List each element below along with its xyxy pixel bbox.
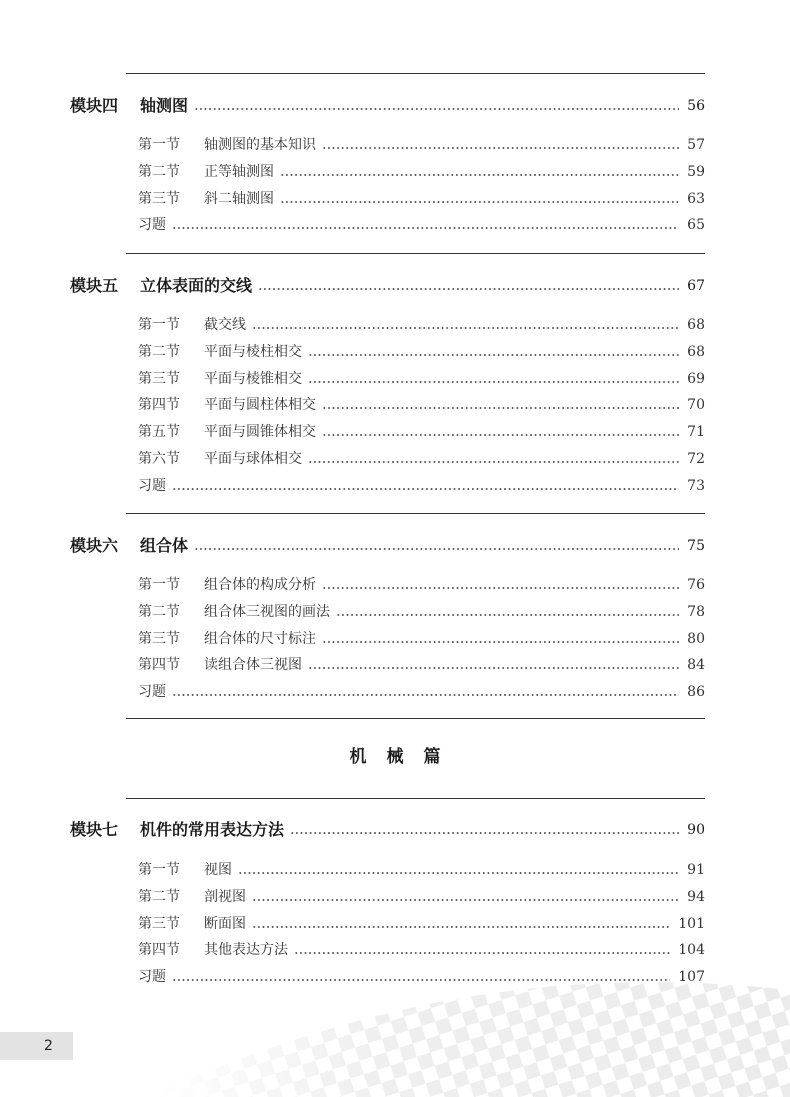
dot-leader (322, 641, 679, 643)
section-title: 习题 (138, 969, 166, 986)
section-page-number: 71 (687, 424, 705, 441)
toc-module-entry[interactable] (70, 95, 705, 117)
toc-section-entry[interactable] (138, 368, 705, 390)
dot-leader (280, 201, 679, 203)
toc-section-entry[interactable] (138, 913, 705, 935)
section-page-number: 94 (687, 888, 705, 905)
section-title: 轴测图的基本知识 (204, 137, 316, 153)
section-title: 平面与棱柱相交 (204, 343, 302, 360)
part-title: 机械篇 (349, 747, 461, 767)
toc-section-entry[interactable] (138, 341, 705, 363)
section-page-number: 57 (687, 137, 705, 153)
module-title: 轴测图 (140, 96, 189, 115)
section-title: 平面与棱锥相交 (204, 370, 302, 387)
toc-section-entry[interactable] (138, 188, 705, 210)
section-number: 第六节 (138, 451, 180, 467)
section-page-number: 101 (678, 915, 705, 932)
dot-leader (194, 108, 679, 110)
section-page-number: 84 (687, 657, 705, 674)
section-title: 其他表达方法 (204, 942, 288, 959)
section-title: 视图 (204, 862, 232, 878)
module-label: 模块七 (70, 820, 119, 839)
dot-leader (172, 694, 679, 696)
toc-section-entry[interactable] (138, 134, 705, 156)
dot-leader (258, 288, 679, 290)
section-title: 习题 (138, 477, 166, 494)
section-page-number: 73 (687, 477, 705, 494)
toc-module-entry[interactable] (70, 535, 705, 557)
section-title: 组合体的尺寸标注 (204, 630, 316, 647)
toc-section-entry[interactable] (138, 886, 705, 908)
section-page-number: 86 (687, 684, 705, 701)
page-number: 2 (44, 1038, 53, 1054)
toc-section-entry[interactable] (138, 574, 705, 596)
section-number: 第一节 (138, 137, 180, 153)
toc-section-entry[interactable] (138, 628, 705, 650)
dot-leader (238, 872, 679, 874)
section-number: 第四节 (138, 657, 180, 674)
dot-leader (194, 548, 679, 550)
dot-leader (280, 174, 679, 176)
section-divider (126, 73, 705, 74)
section-page-number: 72 (687, 451, 705, 467)
section-title: 剖视图 (204, 888, 246, 905)
dot-leader (172, 488, 679, 490)
module-page-number: 75 (687, 538, 705, 554)
section-page-number: 69 (687, 370, 705, 387)
dot-leader (308, 667, 679, 669)
dot-leader (322, 407, 679, 409)
section-page-number: 68 (687, 343, 705, 360)
dot-leader (172, 979, 670, 981)
section-page-number: 68 (687, 317, 705, 333)
section-title: 组合体三视图的画法 (204, 603, 330, 620)
toc-section-entry[interactable] (138, 214, 705, 236)
toc-section-entry[interactable] (138, 448, 705, 470)
dot-leader (322, 434, 679, 436)
toc-module-entry[interactable] (70, 819, 705, 841)
section-page-number: 78 (687, 603, 705, 620)
toc-section-entry[interactable] (138, 475, 705, 497)
toc-section-entry[interactable] (138, 966, 705, 988)
section-divider (126, 718, 705, 719)
dot-leader (252, 899, 679, 901)
section-number: 第三节 (138, 915, 180, 932)
section-number: 第二节 (138, 343, 180, 360)
dot-leader (322, 147, 679, 149)
section-number: 第四节 (138, 942, 180, 959)
section-page-number: 80 (687, 630, 705, 647)
section-page-number: 91 (687, 862, 705, 878)
section-divider (126, 798, 705, 799)
section-page-number: 107 (678, 969, 705, 986)
dot-leader (308, 461, 679, 463)
module-page-number: 67 (687, 278, 705, 294)
section-number: 第五节 (138, 424, 180, 441)
section-title: 正等轴测图 (204, 163, 274, 180)
section-number: 第二节 (138, 163, 180, 180)
section-number: 第二节 (138, 888, 180, 905)
dot-leader (322, 587, 679, 589)
toc-section-entry[interactable] (138, 601, 705, 623)
section-page-number: 104 (678, 942, 705, 959)
dot-leader (172, 227, 679, 229)
toc-section-entry[interactable] (138, 681, 705, 703)
section-title: 截交线 (204, 317, 246, 333)
section-divider (126, 513, 705, 514)
dot-leader (336, 614, 679, 616)
toc-section-entry[interactable] (138, 654, 705, 676)
toc-module-entry[interactable] (70, 275, 705, 297)
section-page-number: 65 (687, 217, 705, 234)
section-title: 习题 (138, 217, 166, 234)
toc-section-entry[interactable] (138, 421, 705, 443)
module-title: 立体表面的交线 (140, 276, 253, 295)
module-label: 模块五 (70, 276, 119, 295)
section-title: 平面与球体相交 (204, 451, 302, 467)
section-number: 第一节 (138, 862, 180, 878)
section-number: 第一节 (138, 317, 180, 333)
section-divider (126, 253, 705, 254)
dot-leader (308, 354, 679, 356)
section-page-number: 59 (687, 163, 705, 180)
section-title: 组合体的构成分析 (204, 577, 316, 593)
toc-section-entry[interactable] (138, 394, 705, 416)
section-number: 第三节 (138, 630, 180, 647)
module-label: 模块四 (70, 96, 119, 115)
section-number: 第一节 (138, 577, 180, 593)
module-title: 机件的常用表达方法 (140, 820, 285, 839)
section-number: 第四节 (138, 397, 180, 414)
section-title: 斜二轴测图 (204, 190, 274, 207)
section-page-number: 76 (687, 577, 705, 593)
dot-leader (252, 327, 679, 329)
dot-leader (308, 381, 679, 383)
section-number: 第二节 (138, 603, 180, 620)
module-label: 模块六 (70, 536, 119, 555)
section-title: 断面图 (204, 915, 246, 932)
module-page-number: 90 (687, 822, 705, 838)
toc-section-entry[interactable] (138, 161, 705, 183)
dot-leader (252, 926, 670, 928)
module-page-number: 56 (687, 98, 705, 114)
toc-section-entry[interactable] (138, 939, 705, 961)
section-title: 平面与圆锥体相交 (204, 424, 316, 441)
module-title: 组合体 (140, 536, 189, 555)
dot-leader (290, 832, 679, 834)
section-page-number: 70 (687, 397, 705, 414)
dot-leader (294, 952, 670, 954)
section-number: 第三节 (138, 190, 180, 207)
section-title: 平面与圆柱体相交 (204, 397, 316, 414)
section-page-number: 63 (687, 190, 705, 207)
toc-section-entry[interactable] (138, 859, 705, 881)
section-title: 读组合体三视图 (204, 657, 302, 674)
toc-section-entry[interactable] (138, 314, 705, 336)
section-title: 习题 (138, 684, 166, 701)
section-number: 第三节 (138, 370, 180, 387)
